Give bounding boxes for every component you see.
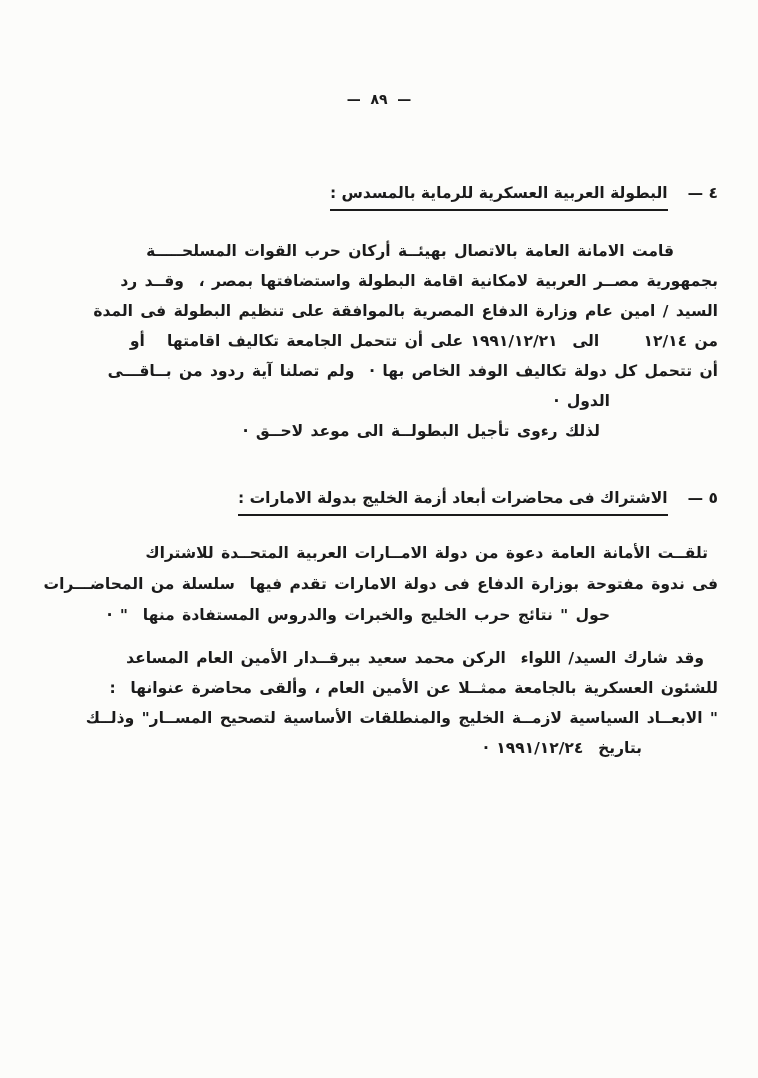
- paragraph-line: الدول ·: [553, 392, 610, 410]
- section-5-title: الاشتراك فى محاضرات أبعاد أزمة الخليج بدولة الامارات :: [238, 489, 668, 516]
- paragraph-line: فى ندوة مفتوحة بوزارة الدفاع فى دولة الامارات تقدم فيها سلسلة من المحاضـــرات: [43, 575, 718, 593]
- paragraph-line: للشئون العسكرية بالجامعة ممثــلا عن الأمين العام ، وألقى محاضرة عنوانها :: [109, 679, 718, 697]
- section-5-heading: [238, 489, 718, 516]
- paragraph-line: من ١٢/١٤ الى ١٩٩١/١٢/٢١ على أن تتحمل الجامعة تكاليف اقامتها أو: [129, 332, 718, 350]
- section-4-title: البطولة العربية العسكرية للرماية بالمسدس :: [330, 184, 668, 211]
- paragraph-line: وقد شارك السيد/ اللواء الركن محمد سعيد بيرقــدار الأمين العام المساعد: [126, 649, 704, 667]
- paragraph-line: أن تتحمل كل دولة تكاليف الوفد الخاص بها · ولم تصلنا آية ردود من بــاقـــى: [107, 362, 718, 380]
- section-4-heading: [330, 184, 718, 211]
- section-5-paragraph-2: [60, 643, 718, 763]
- section-4-paragraph: [60, 236, 718, 416]
- section-5-paragraph-1: [43, 538, 718, 631]
- paragraph-line: بجمهورية مصــر العربية لامكانية اقامة البطولة واستضافتها بمصر ، وقــد رد: [120, 272, 718, 290]
- postponement-note: لذلك رءوى تأجيل البطولــة الى موعد لاحــق ·: [242, 422, 600, 440]
- paragraph-line: " الابعــاد السياسية لازمــة الخليج والمنطلقات الأساسية لتصحيح المســار" وذلــك: [85, 709, 718, 727]
- page-number: — ٨٩ —: [346, 92, 412, 108]
- paragraph-line: تلقــت الأمانة العامة دعوة من دولة الامــارات العربية المتحــدة للاشتراك: [145, 544, 708, 562]
- section-5-number: ٥ —: [687, 489, 718, 507]
- section-4-number: ٤ —: [687, 184, 718, 202]
- paragraph-line: السيد / امين عام وزارة الدفاع المصرية بالموافقة على تنظيم البطولة فى المدة: [93, 302, 718, 320]
- paragraph-line: بتاريخ ١٩٩١/١٢/٢٤ ·: [483, 739, 642, 757]
- paragraph-line: قامت الامانة العامة بالاتصال بهيئــة أركان حرب القوات المسلحـــــة: [146, 242, 674, 260]
- paragraph-line: حول " نتائج حرب الخليج والخبرات والدروس المستفادة منها " ·: [106, 606, 610, 624]
